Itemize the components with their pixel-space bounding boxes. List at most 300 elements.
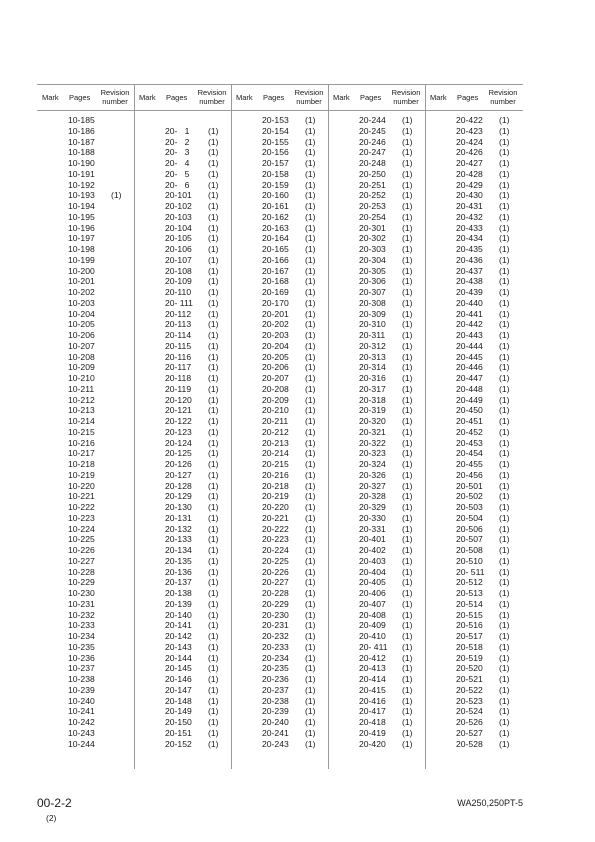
revision-cell: (1) <box>499 276 510 287</box>
page-cell: 10-236 <box>68 652 95 663</box>
table-row <box>328 502 425 513</box>
page-cell: 20- 4 <box>165 158 190 168</box>
page-cell: 20- 2 <box>165 136 190 147</box>
revision-cell: (1) <box>402 717 413 727</box>
revision-cell: (1) <box>499 545 510 555</box>
revision-cell: (1) <box>402 641 413 652</box>
page-cell: 20-243 <box>262 738 289 749</box>
revision-cell: (1) <box>402 523 413 534</box>
page-cell: 10-185 <box>68 115 95 125</box>
page-cell: 20-428 <box>456 168 483 179</box>
table-row <box>425 427 522 438</box>
page-cell: 20-148 <box>165 695 192 706</box>
page-cell: 20-203 <box>262 330 289 340</box>
revision-cell: (1) <box>402 631 413 641</box>
page-cell: 10-230 <box>68 588 95 598</box>
revision-cell: (1) <box>499 663 510 674</box>
revision-cell: (1) <box>499 674 510 684</box>
page-cell: 10-202 <box>68 287 95 297</box>
revision-cell: (1) <box>499 308 510 319</box>
page-cell: 20-162 <box>262 211 289 222</box>
page-cell: 20-454 <box>456 448 483 459</box>
page-cell: 20-405 <box>359 577 386 588</box>
table-row <box>328 513 425 524</box>
page-cell: 20-314 <box>359 362 386 373</box>
table-row <box>231 158 328 169</box>
revision-cell: (1) <box>305 319 316 330</box>
page-cell: 20-250 <box>359 168 386 179</box>
revision-cell: (1) <box>499 598 510 609</box>
page-cell: 10-210 <box>68 373 95 383</box>
page-cell: 20-224 <box>262 545 289 555</box>
table-row <box>37 309 134 320</box>
revision-cell: (1) <box>208 211 219 222</box>
page-cell: 20-118 <box>165 373 192 383</box>
page-cell: 20-311 <box>359 330 386 340</box>
page-cell: 10-193 <box>68 190 95 201</box>
page-cell: 20-116 <box>165 351 192 362</box>
page-cell: 20-501 <box>456 480 483 491</box>
page-cell: 20-163 <box>262 222 289 233</box>
table-row <box>134 147 231 158</box>
page-cell: 20-136 <box>165 566 192 577</box>
page-cell: 10-195 <box>68 211 95 222</box>
table-row <box>134 298 231 309</box>
revision-cell: (1) <box>402 244 413 254</box>
page-cell: 10-240 <box>68 695 95 706</box>
revision-cell: (1) <box>208 222 219 233</box>
revision-cell: (1) <box>305 222 316 233</box>
revision-cell: (1) <box>499 383 510 394</box>
revision-cell: (1) <box>305 566 316 577</box>
page-cell: 10-205 <box>68 319 95 330</box>
revision-cell: (1) <box>499 652 510 663</box>
page-cell: 20-103 <box>165 211 192 222</box>
revision-cell: (1) <box>499 211 510 222</box>
revision-cell: (1) <box>499 351 510 362</box>
revision-cell: (1) <box>305 211 316 222</box>
page-cell: 10-231 <box>68 598 95 609</box>
page-cell: 20-324 <box>359 459 386 469</box>
table-row <box>134 556 231 567</box>
table-row <box>231 674 328 685</box>
revision-cell: (1) <box>208 308 219 319</box>
revision-cell: (1) <box>305 287 316 297</box>
page-cell: 20-130 <box>165 502 192 512</box>
table-row <box>231 642 328 653</box>
revision-cell: (1) <box>402 663 413 674</box>
revision-cell: (1) <box>208 577 219 588</box>
page-cell: 10-211 <box>68 383 95 394</box>
table-row <box>134 481 231 492</box>
revision-cell: (1) <box>402 459 413 469</box>
header-revision-number: Revision number <box>100 88 130 106</box>
page-cell: 20-427 <box>456 158 483 168</box>
page-cell: 20-170 <box>262 297 289 308</box>
table-row <box>134 448 231 459</box>
table-row <box>328 266 425 277</box>
table-row <box>134 416 231 427</box>
revision-cell: (1) <box>208 125 219 136</box>
revision-cell: (1) <box>208 598 219 609</box>
revision-cell: (1) <box>402 168 413 179</box>
table-row <box>231 427 328 438</box>
revision-cell: (1) <box>402 340 413 351</box>
revision-cell: (1) <box>208 706 219 717</box>
page-cell: 10-239 <box>68 684 95 695</box>
revision-cell: (1) <box>402 319 413 330</box>
table-row <box>231 137 328 148</box>
table-row <box>37 728 134 739</box>
page-cell: 10-234 <box>68 631 95 641</box>
revision-cell: (1) <box>499 534 510 545</box>
table-row <box>231 577 328 588</box>
page-cell: 20-219 <box>262 491 289 502</box>
table-row <box>425 642 522 653</box>
table-row <box>425 416 522 427</box>
table-row <box>425 717 522 728</box>
revision-cell: (1) <box>305 620 316 631</box>
page-cell: 10-208 <box>68 351 95 362</box>
page-cell: 20-426 <box>456 147 483 158</box>
page-cell: 20-526 <box>456 717 483 727</box>
header-mark: Mark <box>333 92 350 102</box>
revision-cell: (1) <box>402 652 413 663</box>
revision-cell: (1) <box>208 738 219 749</box>
table-row <box>328 244 425 255</box>
table-row <box>231 244 328 255</box>
revision-cell: (1) <box>499 115 510 125</box>
table-row <box>37 534 134 545</box>
revision-cell: (1) <box>402 276 413 287</box>
page-cell: 20-414 <box>359 674 386 684</box>
revision-cell: (1) <box>499 555 510 566</box>
table-row <box>425 384 522 395</box>
page-cell: 20-213 <box>262 437 289 448</box>
revision-cell: (1) <box>305 340 316 351</box>
table-row <box>37 319 134 330</box>
revision-cell: (1) <box>305 190 316 201</box>
table-row <box>328 545 425 556</box>
table-row <box>37 663 134 674</box>
page-cell: 20-524 <box>456 706 483 717</box>
page-cell: 10-221 <box>68 491 95 502</box>
table-row <box>231 169 328 180</box>
page-cell: 20-418 <box>359 717 386 727</box>
page-cell: 20-114 <box>165 330 192 340</box>
page-cell: 20- 3 <box>165 147 190 158</box>
table-row <box>328 642 425 653</box>
page-cell: 10-229 <box>68 577 95 588</box>
page-cell: 20-401 <box>359 534 386 545</box>
table-row <box>231 255 328 266</box>
page-cell: 20-121 <box>165 405 192 416</box>
table-row <box>425 147 522 158</box>
revision-cell: (1) <box>402 502 413 512</box>
revision-cell: (1) <box>499 566 510 577</box>
page-cell: 10-227 <box>68 555 95 566</box>
page-number: 00-2-2 <box>37 796 72 810</box>
table-row <box>328 190 425 201</box>
table-row <box>231 739 328 750</box>
table-row <box>134 427 231 438</box>
table-row <box>231 190 328 201</box>
revision-cell: (1) <box>402 405 413 416</box>
table-row <box>37 244 134 255</box>
revision-cell: (1) <box>208 201 219 211</box>
page-cell: 20-232 <box>262 631 289 641</box>
revision-cell: (1) <box>499 362 510 373</box>
table-row <box>328 287 425 298</box>
revision-cell: (1) <box>402 555 413 566</box>
revision-cell: (1) <box>402 308 413 319</box>
page-cell: 20-237 <box>262 684 289 695</box>
page-cell: 20- 411 <box>359 641 388 652</box>
page-cell: 20-208 <box>262 383 289 394</box>
page-cell: 10-216 <box>68 437 95 448</box>
page-cell: 20-516 <box>456 620 483 631</box>
revision-cell: (1) <box>402 426 413 437</box>
table-row <box>425 706 522 717</box>
page-cell: 20-424 <box>456 136 483 147</box>
table-row <box>328 201 425 212</box>
revision-cell: (1) <box>208 426 219 437</box>
page-cell: 10-199 <box>68 254 95 265</box>
revision-cell: (1) <box>499 330 510 340</box>
page-cell: 20-142 <box>165 631 192 641</box>
table-row <box>134 674 231 685</box>
revision-cell: (1) <box>402 115 413 125</box>
page-cell: 20- 1 <box>165 125 190 136</box>
table-row <box>134 233 231 244</box>
page-cell: 20-155 <box>262 136 289 147</box>
table-row <box>134 158 231 169</box>
table-row <box>134 373 231 384</box>
revision-cell: (1) <box>499 426 510 437</box>
page-cell: 20-218 <box>262 480 289 491</box>
revision-cell: (1) <box>499 448 510 459</box>
page-cell: 20-435 <box>456 244 483 254</box>
table-row <box>328 577 425 588</box>
table-row <box>231 126 328 137</box>
page-cell: 20-253 <box>359 201 386 211</box>
table-row <box>134 696 231 707</box>
revision-cell: (1) <box>305 706 316 717</box>
table-row <box>134 244 231 255</box>
table-row <box>37 384 134 395</box>
revision-cell: (1) <box>305 297 316 308</box>
page-cell: 20-135 <box>165 555 192 566</box>
table-row <box>328 223 425 234</box>
table-row <box>425 190 522 201</box>
revision-cell: (1) <box>305 158 316 168</box>
page-cell: 20-222 <box>262 523 289 534</box>
page-cell: 20-144 <box>165 652 192 663</box>
page-cell: 20-245 <box>359 125 386 136</box>
table-row <box>134 362 231 373</box>
revision-cell: (1) <box>402 383 413 394</box>
table-row <box>231 298 328 309</box>
table-row <box>231 556 328 567</box>
page-cell: 20-521 <box>456 674 483 684</box>
page-cell: 20-317 <box>359 383 386 394</box>
page-cell: 20-231 <box>262 620 289 631</box>
page-cell: 20-244 <box>359 115 386 125</box>
revision-cell: (1) <box>499 459 510 469</box>
column-separator <box>328 84 329 769</box>
page-cell: 20-143 <box>165 641 192 652</box>
page-cell: 20-150 <box>165 717 192 727</box>
revision-cell: (1) <box>208 727 219 738</box>
table-row <box>37 266 134 277</box>
revision-cell: (1) <box>208 534 219 545</box>
page-cell: 20-201 <box>262 308 289 319</box>
page-cell: 20-319 <box>359 405 386 416</box>
revision-cell: (1) <box>208 437 219 448</box>
table-row <box>425 223 522 234</box>
page-cell: 20-161 <box>262 201 289 211</box>
table-row <box>37 470 134 481</box>
revision-cell: (1) <box>208 405 219 416</box>
page-cell: 10-196 <box>68 222 95 233</box>
table-row <box>134 180 231 191</box>
revision-cell: (1) <box>208 383 219 394</box>
page-cell: 10-197 <box>68 233 95 244</box>
page-cell: 20-406 <box>359 588 386 598</box>
table-row <box>231 706 328 717</box>
table-row <box>328 481 425 492</box>
revision-cell: (1) <box>208 319 219 330</box>
page-cell: 10-218 <box>68 459 95 469</box>
revision-cell: (1) <box>402 125 413 136</box>
page-cell: 20-437 <box>456 265 483 276</box>
page-cell: 20-302 <box>359 233 386 244</box>
revision-cell: (1) <box>208 136 219 147</box>
table-row <box>37 137 134 148</box>
table-row <box>328 588 425 599</box>
revision-cell: (1) <box>305 480 316 491</box>
table-row <box>425 728 522 739</box>
page-cell: 20-409 <box>359 620 386 631</box>
table-row <box>37 233 134 244</box>
page-cell: 20-507 <box>456 534 483 545</box>
revision-cell: (1) <box>208 276 219 287</box>
revision-cell: (1) <box>402 480 413 491</box>
page-cell: 20-518 <box>456 641 483 652</box>
table-row <box>231 470 328 481</box>
page-cell: 10-203 <box>68 297 95 308</box>
page-cell: 10-215 <box>68 426 95 437</box>
revision-cell: (1) <box>208 523 219 534</box>
revision-cell: (1) <box>402 254 413 265</box>
page-cell: 20-513 <box>456 588 483 598</box>
table-row <box>134 201 231 212</box>
table-row <box>328 534 425 545</box>
revision-cell: (1) <box>305 512 316 523</box>
page-cell: 10-192 <box>68 179 95 190</box>
revision-cell: (1) <box>208 663 219 674</box>
revision-cell: (1) <box>499 480 510 491</box>
table-row <box>328 341 425 352</box>
page-cell: 20-238 <box>262 695 289 706</box>
table-row <box>37 491 134 502</box>
revision-cell: (1) <box>499 523 510 534</box>
table-row <box>134 620 231 631</box>
table-row <box>37 147 134 158</box>
revision-cell: (1) <box>305 373 316 383</box>
table-row <box>134 642 231 653</box>
table-row <box>134 524 231 535</box>
table-row <box>134 728 231 739</box>
page-cell: 20-506 <box>456 523 483 534</box>
revision-cell: (1) <box>402 362 413 373</box>
table-row <box>231 588 328 599</box>
page-cell: 20-151 <box>165 727 192 738</box>
revision-cell: (1) <box>499 491 510 502</box>
table-row <box>231 115 328 126</box>
table-row <box>328 653 425 664</box>
page-cell: 20-527 <box>456 727 483 738</box>
revision-cell: (1) <box>499 254 510 265</box>
page-cell: 20-431 <box>456 201 483 211</box>
page-cell: 10-204 <box>68 308 95 319</box>
revision-cell: (1) <box>305 201 316 211</box>
revision-cell: (1) <box>499 416 510 426</box>
table-row <box>231 330 328 341</box>
revision-cell: (1) <box>305 383 316 394</box>
page-cell: 10-191 <box>68 168 95 179</box>
table-row <box>37 180 134 191</box>
table-row <box>37 631 134 642</box>
revision-cell: (1) <box>305 695 316 706</box>
revision-cell: (1) <box>499 717 510 727</box>
header-group <box>134 84 231 110</box>
page-cell: 20-321 <box>359 426 386 437</box>
revision-cell: (1) <box>305 631 316 641</box>
header-group <box>37 84 134 110</box>
table-row <box>328 330 425 341</box>
table-row <box>231 438 328 449</box>
page-cell: 20-101 <box>165 190 192 201</box>
table-row <box>37 577 134 588</box>
table-header-rule <box>37 110 523 111</box>
table-row <box>37 223 134 234</box>
revision-cell: (1) <box>402 330 413 340</box>
page-cell: 20-122 <box>165 416 192 426</box>
table-row <box>328 298 425 309</box>
page-cell: 20- 5 <box>165 168 190 179</box>
table-row <box>231 373 328 384</box>
table-row <box>37 685 134 696</box>
revision-cell: (1) <box>208 416 219 426</box>
table-row <box>37 158 134 169</box>
revision-cell: (1) <box>208 330 219 340</box>
table-row <box>134 470 231 481</box>
revision-cell: (1) <box>208 394 219 405</box>
revision-cell: (1) <box>305 394 316 405</box>
revision-cell: (1) <box>208 695 219 706</box>
header-mark: Mark <box>430 92 447 102</box>
page-cell: 10-188 <box>68 147 95 158</box>
page-cell: 10-207 <box>68 340 95 351</box>
page-cell: 10-233 <box>68 620 95 631</box>
page-cell: 20-125 <box>165 448 192 459</box>
page-cell: 10-198 <box>68 244 95 254</box>
header-mark: Mark <box>236 92 253 102</box>
table-row <box>425 438 522 449</box>
table-row <box>134 577 231 588</box>
table-row <box>328 212 425 223</box>
